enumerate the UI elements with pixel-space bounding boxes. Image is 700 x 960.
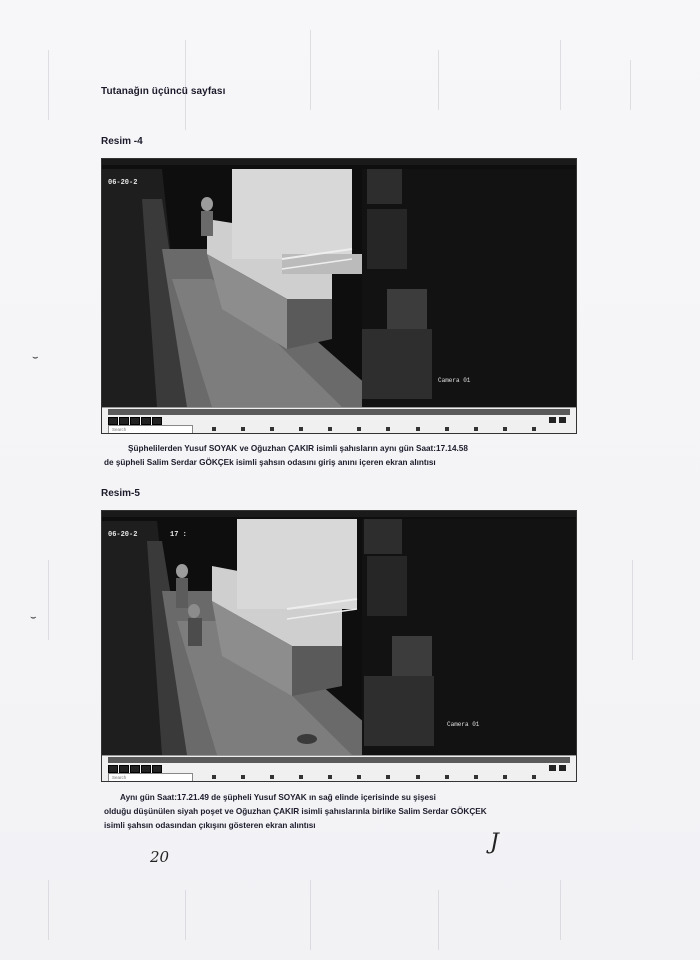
figure5-camera-label: Camera 01 bbox=[447, 721, 480, 728]
figure5-caption-line2: olduğu düşünülen siyah poşet ve Oğuzhan ÇAKIR isimli şahıslarınla birlike Salim Serdar GÖKÇEK bbox=[104, 807, 487, 816]
toolbar bbox=[212, 773, 536, 780]
scan-streak bbox=[185, 890, 186, 940]
scan-streak bbox=[438, 890, 439, 950]
tool-icon[interactable] bbox=[416, 775, 420, 779]
figure4-label: Resim -4 bbox=[101, 136, 143, 147]
page-header: Tutanağın üçüncü sayfası bbox=[101, 86, 226, 97]
tool-icon[interactable] bbox=[386, 427, 390, 431]
scan-streak bbox=[310, 30, 311, 110]
tool-icon[interactable] bbox=[241, 775, 245, 779]
figure5-caption-line1: Aynı gün Saat:17.21.49 de şüpheli Yusuf SOYAK ın sağ elinde içerisinde su şişesi bbox=[120, 793, 436, 802]
tool-icon[interactable] bbox=[445, 775, 449, 779]
tool-icon[interactable] bbox=[328, 775, 332, 779]
figure5-label: Resim-5 bbox=[101, 488, 140, 499]
tool-icon[interactable] bbox=[270, 427, 274, 431]
tool-icon[interactable] bbox=[357, 427, 361, 431]
scan-streak bbox=[632, 560, 633, 660]
figure4-caption-line1: Şüphelilerden Yusuf SOYAK ve Oğuzhan ÇAKIR isimli şahısların aynı gün Saat:17.14.58 bbox=[128, 444, 468, 453]
tool-icon[interactable] bbox=[474, 427, 478, 431]
play-button[interactable] bbox=[130, 417, 140, 425]
figure4-camera-label: Camera 01 bbox=[438, 377, 471, 384]
scan-streak bbox=[310, 880, 311, 950]
playback-controls bbox=[102, 407, 576, 434]
scan-streak bbox=[560, 40, 561, 110]
margin-mark: ⌣ bbox=[32, 352, 39, 363]
stop-button[interactable] bbox=[108, 765, 118, 773]
step-button[interactable] bbox=[152, 765, 162, 773]
cctv-frame-1 bbox=[102, 159, 576, 407]
handwritten-page-number: 20 bbox=[150, 848, 170, 866]
rewind-button[interactable] bbox=[119, 417, 129, 425]
stop-button[interactable] bbox=[108, 417, 118, 425]
scan-streak bbox=[630, 60, 631, 110]
tool-icon[interactable] bbox=[416, 427, 420, 431]
margin-mark: ⌣ bbox=[30, 612, 37, 623]
tool-icon[interactable] bbox=[357, 775, 361, 779]
tool-icon[interactable] bbox=[212, 427, 216, 431]
figure4-timestamp: 06-20-2 bbox=[108, 179, 138, 187]
tool-icon[interactable] bbox=[299, 427, 303, 431]
scan-streak bbox=[48, 50, 49, 120]
tool-icon[interactable] bbox=[474, 775, 478, 779]
playback-buttons bbox=[108, 765, 162, 773]
forward-button[interactable] bbox=[141, 765, 151, 773]
figure5-timestamp: 06-20-2 bbox=[108, 531, 138, 539]
cctv-frame-2 bbox=[102, 511, 576, 755]
settings-button[interactable] bbox=[559, 765, 566, 771]
tool-icon[interactable] bbox=[299, 775, 303, 779]
scan-streak bbox=[185, 40, 186, 130]
playback-timeline[interactable] bbox=[108, 409, 570, 415]
figure4-screenshot bbox=[101, 158, 577, 434]
toolbar bbox=[212, 425, 536, 432]
figure5-screenshot bbox=[101, 510, 577, 782]
figure4-caption-line2: de şüpheli Salim Serdar GÖKÇEk isimli şahsın odasını giriş anını içeren ekran alıntısı bbox=[104, 458, 436, 467]
tool-icon[interactable] bbox=[503, 775, 507, 779]
playback-timeline[interactable] bbox=[108, 757, 570, 763]
play-button[interactable] bbox=[130, 765, 140, 773]
fullscreen-button[interactable] bbox=[549, 765, 556, 771]
scan-streak bbox=[48, 560, 49, 640]
tool-icon[interactable] bbox=[241, 427, 245, 431]
figure5-timestamp-suffix: 17 : bbox=[170, 531, 187, 539]
rewind-button[interactable] bbox=[119, 765, 129, 773]
fullscreen-button[interactable] bbox=[549, 417, 556, 423]
search-input[interactable]: Search bbox=[108, 773, 193, 782]
tool-icon[interactable] bbox=[445, 427, 449, 431]
signature: J bbox=[490, 830, 499, 855]
scan-streak bbox=[560, 880, 561, 940]
playback-buttons bbox=[108, 417, 162, 425]
tool-icon[interactable] bbox=[532, 775, 536, 779]
tool-icon[interactable] bbox=[212, 775, 216, 779]
tool-icon[interactable] bbox=[270, 775, 274, 779]
tool-icon[interactable] bbox=[328, 427, 332, 431]
playback-controls bbox=[102, 755, 576, 782]
tool-icon[interactable] bbox=[503, 427, 507, 431]
settings-button[interactable] bbox=[559, 417, 566, 423]
tool-icon[interactable] bbox=[532, 427, 536, 431]
scan-streak bbox=[438, 50, 439, 110]
scan-streak bbox=[48, 880, 49, 940]
step-button[interactable] bbox=[152, 417, 162, 425]
forward-button[interactable] bbox=[141, 417, 151, 425]
tool-icon[interactable] bbox=[386, 775, 390, 779]
search-input[interactable]: Search bbox=[108, 425, 193, 434]
figure5-caption-line3: isimli şahsın odasından çıkışını gösteren ekran alıntısı bbox=[104, 821, 316, 830]
